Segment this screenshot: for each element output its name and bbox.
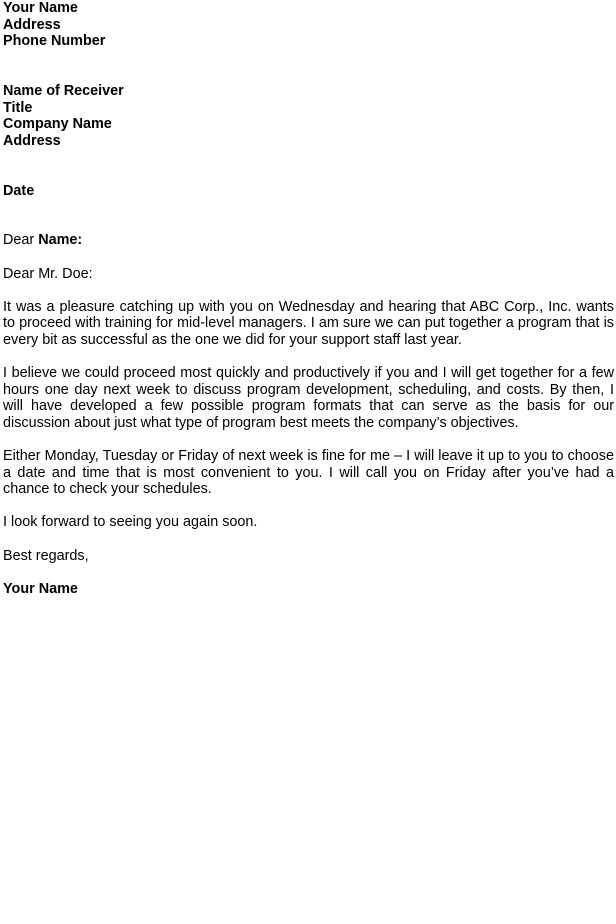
sender-block	[3, 0, 614, 50]
salutation-template	[3, 232, 614, 249]
body-paragraph-3: Either Monday, Tuesday or Friday of next week is fine for me – I will leave it up to you to choose a date and time that is most convenient to you. I will call you on Friday after you’ve had a chance to check your schedules.	[3, 448, 614, 498]
body-paragraph-2: I believe we could proceed most quickly and productively if you and I will get together for a few hours one day next week to discuss program development, scheduling, and costs. By then, I will have developed a few possible program formats that can serve as the basis for our discussion about just what type of program best meets the company’s objectives.	[3, 365, 614, 431]
salutation-template-prefix: Dear	[3, 232, 35, 249]
receiver-address: Address	[3, 132, 61, 149]
salutation-template-field: Name:	[38, 232, 83, 249]
receiver-title: Title	[3, 99, 33, 116]
receiver-company: Company Name	[3, 116, 112, 133]
body-paragraph-1: It was a pleasure catching up with you on Wednesday and hearing that ABC Corp., Inc. wants to proceed with training for mid-level managers. I am sure we can put together a program that is every bit as successful as the one we did for your support staff last year.	[3, 298, 614, 348]
sender-name: Your Name	[3, 0, 78, 16]
sender-phone: Phone Number	[3, 33, 106, 50]
receiver-block	[3, 83, 614, 149]
salutation: Dear Mr. Doe:	[3, 265, 93, 282]
letter-page	[3, 0, 614, 597]
receiver-name: Name of Receiver	[3, 82, 124, 99]
sender-address: Address	[3, 16, 61, 33]
date-label: Date	[3, 182, 35, 199]
signature: Your Name	[3, 580, 78, 597]
closing: Best regards,	[3, 547, 89, 564]
body-paragraph-4: I look forward to seeing you again soon.	[3, 514, 258, 531]
